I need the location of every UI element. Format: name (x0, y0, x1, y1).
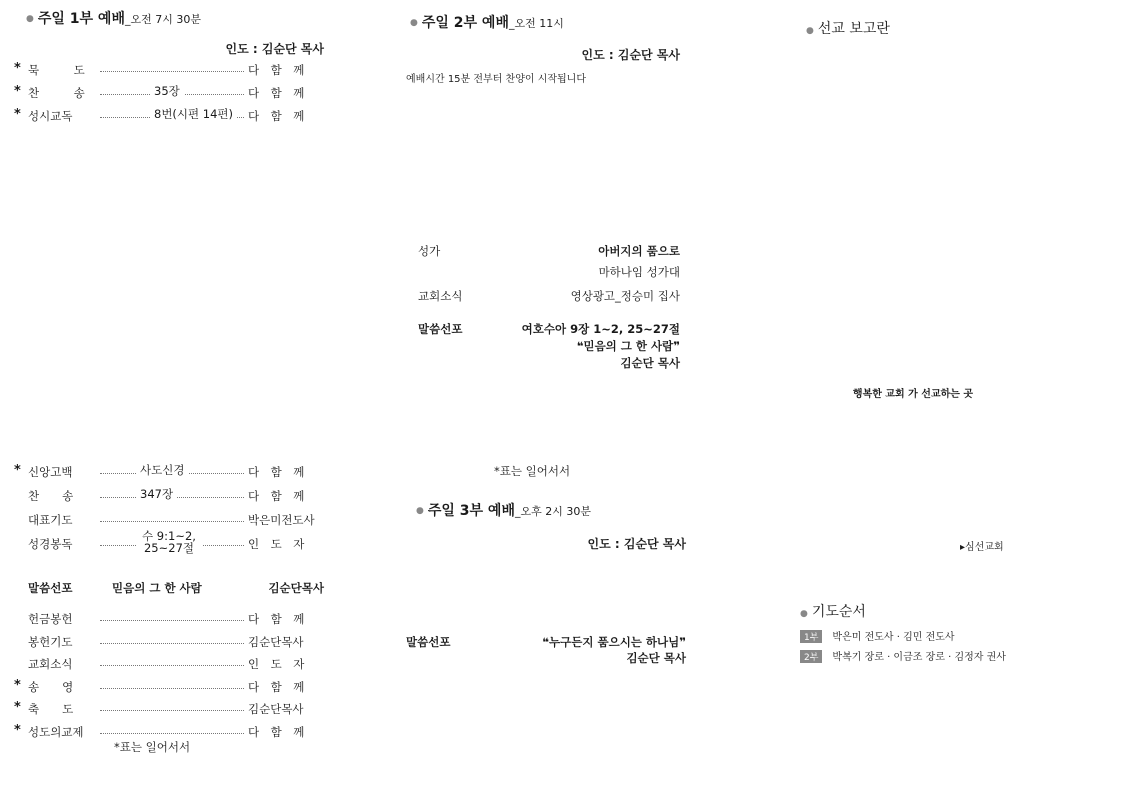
order-item-name: 성경봉독 (28, 537, 73, 551)
order-item-name: 대표기도 (28, 513, 73, 527)
mission-header (806, 18, 890, 38)
sermon-label: 말씀선포 (406, 635, 451, 649)
dot-leader (100, 665, 244, 666)
sermon-label: 말씀선포 (28, 581, 73, 595)
order-item-name: 교회소식 (28, 657, 73, 671)
order-row (14, 512, 330, 530)
prayer-first-names: 박은미 전도사 · 김민 전도사 (832, 632, 955, 643)
sermon-title: ❝누구든지 품으시는 하나님❞ (542, 635, 686, 649)
order-row (14, 62, 330, 80)
bullet-icon: ● (26, 14, 34, 24)
order-item-who: 박은미전도사 (248, 513, 315, 527)
order-item-detail: 35장 (150, 85, 184, 97)
prayer-title: 기도순서 (811, 604, 866, 620)
service-2-notice: 예배시간 15분 전부터 찬양이 시작됩니다 (406, 74, 586, 85)
dot-leader (100, 620, 244, 621)
order-item-who: 다 함 께 (248, 489, 305, 503)
anthem-label: 성가 (418, 244, 441, 258)
order-item-name: 찬 송 (28, 86, 85, 100)
service-3-time: _오후 2시 30분 (514, 505, 591, 518)
order-item-detail: 8번(시편 14편) (150, 108, 237, 120)
order-item-who: 김순단목사 (248, 702, 304, 716)
order-item-detail: 사도신경 (136, 464, 188, 476)
order-item-who: 다 함 께 (248, 465, 305, 479)
order-item-who: 다 함 께 (248, 109, 305, 123)
order-row (14, 85, 330, 103)
standing-mark: * (14, 677, 21, 693)
service-1-column (14, 0, 330, 794)
bullet-icon: ● (416, 506, 424, 516)
order-item-name: 묵 도 (28, 63, 85, 77)
order-row (14, 108, 330, 126)
dot-leader (100, 688, 244, 689)
order-item-name: 성시교독 (28, 109, 73, 123)
order-item-detail: 수 9:1~2, 25~27절 (136, 530, 202, 554)
order-item-who: 인 도 자 (248, 537, 305, 551)
sermon-preacher: 김순단 목사 (626, 651, 686, 665)
sermon-title: 믿음의 그 한 사람 (112, 581, 202, 595)
service-2-column (402, 0, 692, 794)
bullet-icon: ● (806, 26, 814, 36)
order-item-who: 다 함 께 (248, 724, 305, 739)
standing-note: *표는 일어서서 (114, 740, 191, 754)
order-row (14, 701, 330, 719)
news-label: 교회소식 (418, 289, 463, 303)
standing-mark: * (14, 463, 21, 478)
standing-mark: * (14, 700, 21, 715)
order-item-name: 송 영 (28, 679, 74, 694)
bullet-icon: ● (410, 18, 418, 28)
order-item-detail: 347장 (136, 488, 177, 500)
anthem-choir: 마하나임 성가대 (598, 265, 680, 279)
order-row (14, 634, 330, 652)
service-2-title: 주일 2부 예배 (421, 15, 509, 31)
order-item-who: 다 함 께 (248, 679, 305, 694)
sermon-title: ❝믿음의 그 한 사람❞ (576, 339, 680, 353)
order-item-name: 축 도 (28, 702, 74, 716)
order-row (14, 464, 330, 482)
order-item-who: 다 함 께 (248, 86, 305, 100)
supported-extra: ▸심선교회 (960, 542, 1004, 553)
order-row (14, 611, 330, 629)
order-item-who: 김순단목사 (248, 634, 304, 649)
standing-mark: * (14, 61, 21, 76)
order-item-name: 봉헌기도 (28, 634, 73, 649)
prayer-first-tag: 1부 (800, 630, 822, 643)
order-row (14, 656, 330, 674)
dot-leader (100, 643, 244, 644)
service-1-leader: 인도 : 김순단 목사 (225, 42, 324, 56)
service-2-header (410, 12, 564, 32)
service-3-title: 주일 3부 예배 (427, 503, 515, 519)
standing-mark: * (14, 84, 21, 99)
supported-title: 행복한 교회 가 선교하는 곳 (852, 389, 974, 400)
service-1-title: 주일 1부 예배 (37, 11, 125, 27)
order-item-who: 인 도 자 (248, 657, 305, 671)
order-row (14, 529, 330, 555)
prayer-second-tag: 2부 (800, 650, 822, 663)
order-row (14, 679, 330, 697)
sermon-reference: 여호수아 9장 1~2, 25~27절 (521, 322, 680, 336)
order-item-name: 찬 송 (28, 489, 74, 503)
mission-column (798, 0, 1098, 794)
dot-leader (100, 71, 244, 72)
order-row (14, 488, 330, 506)
standing-mark: * (14, 107, 21, 122)
service-3-header (416, 500, 591, 520)
prayer-second (800, 648, 1006, 663)
prayer-first (800, 628, 955, 643)
bullet-icon: ● (800, 609, 808, 619)
order-item-name: 헌금봉헌 (28, 612, 73, 626)
news-who: 영상광고_정승미 집사 (570, 289, 680, 303)
order-item-who: 다 함 께 (248, 612, 305, 626)
sermon-preacher: 김순단 목사 (620, 356, 680, 370)
prayer-header (800, 601, 866, 621)
order-item-name: 성도의교제 (28, 724, 84, 739)
dot-leader (100, 733, 244, 734)
service-2-time: _오전 11시 (508, 17, 564, 30)
mission-title: 선교 보고란 (817, 21, 890, 37)
service-2-leader: 인도 : 김순단 목사 (581, 48, 680, 62)
sermon-preacher: 김순단목사 (268, 581, 324, 595)
prayer-second-line: 박복기 장로 · 이금조 장로 · 김정자 권사 (832, 652, 1006, 663)
service-1-header (26, 8, 201, 28)
dot-leader (100, 521, 244, 522)
order-item-who: 다 함 께 (248, 63, 305, 77)
service-1-time: _오전 7시 30분 (124, 13, 201, 26)
standing-note: *표는 일어서서 (494, 464, 571, 478)
standing-mark: * (14, 722, 21, 738)
order-item-name: 신앙고백 (28, 465, 73, 479)
sermon-label: 말씀선포 (418, 322, 463, 336)
dot-leader (100, 710, 244, 711)
service-3-leader: 인도 : 김순단 목사 (587, 537, 686, 551)
anthem-title: 아버지의 품으로 (598, 244, 680, 258)
